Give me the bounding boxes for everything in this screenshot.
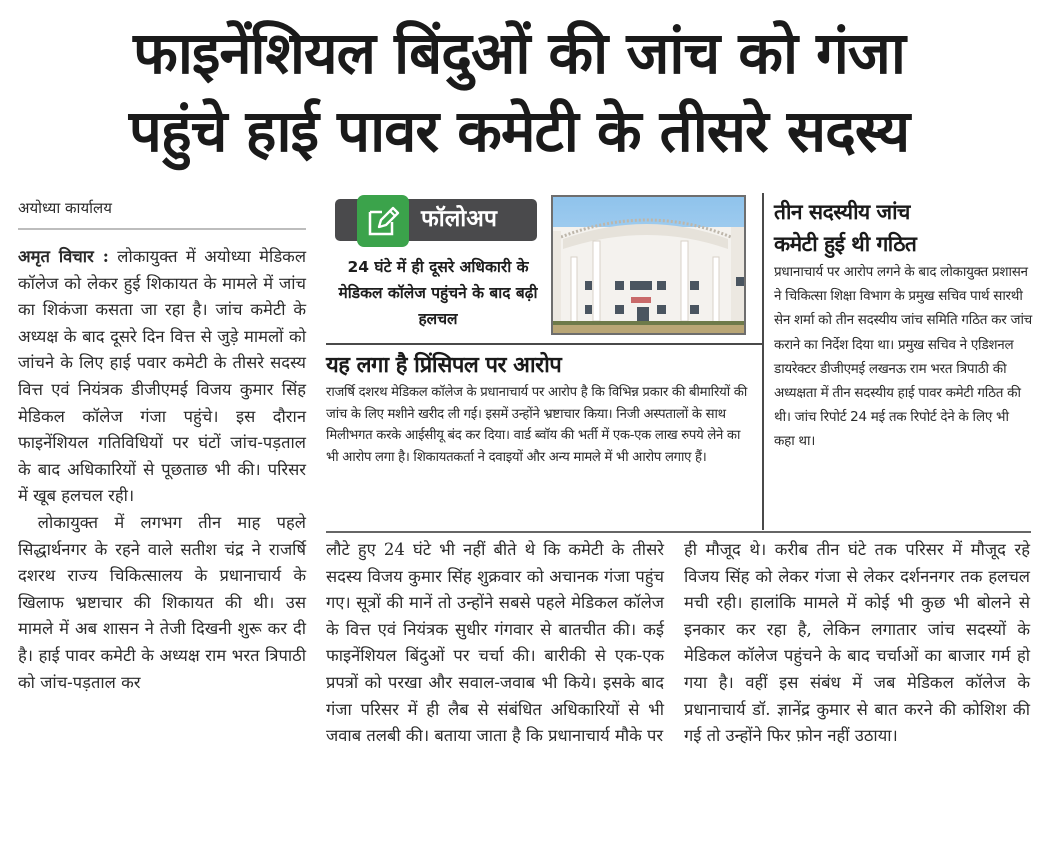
edit-pencil-icon-svg xyxy=(366,204,400,238)
followup-label: फॉलोअप xyxy=(421,206,497,232)
vertical-divider xyxy=(762,193,764,530)
allegation-text: राजर्षि दशरथ मेडिकल कॉलेज के प्रधानाचार्य पर आरोप है कि विभिन्न प्रकार की बीमारियों की जांच के लिए मशीने खरीद ली गई। इसमें उन्होंने भ्रष्टाचार किया। निजी अस्पतालों के साथ मिलीभगत करके आईसीयू बंद कर दिया। वार्ड ब्वॉय की भर्ती में एक-एक लाख रुपये लेने का भी आरोप लगा है। शिकायतकर्ता ने दवाइयों और अन्य मामले में भी आरोप लगाए हैं। xyxy=(326,385,748,465)
sidebar-text: प्रधानाचार्य पर आरोप लगने के बाद लोकायुक्त प्रशासन ने चिकित्सा शिक्षा विभाग के प्रमुख सचिव पार्थ सारथी सेन शर्मा को तीन सदस्यीय जांच समिति गठित कर जांच कराने का निर्देश दिया था। प्रमुख सचिव ने एडिशनल डायरेक्टर डीजीएमई लखनऊ राम भरत त्रिपाठी की अध्यक्षता में तीन सदस्यीय हाई पावर कमेटी गठित की थी। जांच रिपोर्ट 24 मई तक रिपोर्ट देने के लिए भी कहा था। xyxy=(774,264,1032,450)
left-column-body xyxy=(18,244,306,696)
allegation-box xyxy=(326,350,756,468)
middle-column-body: लौटे हुए 24 घंटे भी नहीं बीते थे कि कमेटी के तीसरे सदस्य विजय कुमार सिंह शुक्रवार को अचानक गंजा पहुंच गए। सूत्रों की मानें तो उन्होंने सबसे पहले मेडिकल कॉलेज के वित्त एवं नियंत्रक सुधीर गंगवार से बातचीत की। कई फाइनेंशियल बिंदुओं पर चर्चा की। बारीकी से एक-एक प्रपत्रों को परखा और सवाल-जवाब भी किये। इसके बाद गंजा परिसर में ही लैब से संबंधित अधिकारियों से भी जवाब तलबी की। बताया जाता है कि प्रधानाचार्य मौके पर xyxy=(326,540,664,746)
sidebar-title xyxy=(774,196,1032,260)
paragraph-1-text: लोकायुक्त में अयोध्या मेडिकल कॉलेज को लेकर हुई शिकायत के मामले में जांच का शिकंजा कसता जा रहा है। जांच कमेटी के अध्यक्ष के बाद दूसरे दिन वित्त से जुड़े मामलों को जांचने के लिए हाई पवार कमेटी के तीसरे सदस्य वित्त एवं नियंत्रक डीजीएमई विजय कुमार सिंह मेडिकल कॉलेज गंजा पहुंचे। इस दौरान फाइनेंशियल गतिविधियों पर घंटों जांच-पड़ताल के बाद अधिकारियों से पूछताछ भी की। परिसर में खूब हलचल रही। xyxy=(18,247,307,506)
horizontal-divider-top xyxy=(326,343,762,345)
headline-line-2: पहुंचे हाई पावर कमेटी के तीसरे सदस्य xyxy=(128,97,910,165)
headline-line-1: फाइनेंशियल बिंदुओं की जांच को गंजा xyxy=(133,19,905,87)
middle-column xyxy=(326,537,664,750)
horizontal-divider-bottom xyxy=(326,531,1031,533)
sidebar-title-line-1: तीन सदस्यीय जांच xyxy=(774,200,910,224)
committee-sidebar-box xyxy=(774,196,1032,454)
headline xyxy=(0,14,1038,170)
dateline: अमृत विचार : xyxy=(18,247,109,266)
edit-pencil-icon xyxy=(357,195,409,247)
allegation-title: यह लगा है प्रिंसिपल पर आरोप xyxy=(326,353,562,378)
right-column-body: ही मौजूद थे। करीब तीन घंटे तक परिसर में मौजूद रहे विजय सिंह को लेकर गंजा से लेकर दर्शननगर तक हलचल मची रही। हालांकि मामले में कोई भी कुछ भी बोलने से इनकार कर रहा है, लेकिन लगातार जांच सदस्यों के मेडिकल कॉलेज पहुंचने के बाद चर्चाओं का बाजार गर्म हो गया है। वहीं इस संबंध में जब मेडिकल कॉलेज के प्रधानाचार्य डॉ. ज्ञानेंद्र कुमार से बात करने की कोशिश की गई तो उन्होंने फिर फ़ोन नहीं उठाया। xyxy=(684,540,1030,746)
building-image xyxy=(553,197,746,335)
paragraph-1 xyxy=(18,244,306,510)
followup-subhead: 24 घंटे में ही दूसरे अधिकारी के मेडिकल कॉलेज पहुंचने के बाद बढ़ी हलचल xyxy=(338,258,538,328)
followup-badge xyxy=(335,195,537,243)
bureau-byline: अयोध्या कार्यालय xyxy=(18,196,306,230)
paragraph-2: लोकायुक्त में लगभग तीन माह पहले सिद्धार्थनगर के रहने वाले सतीश चंद्र ने राजर्षि दशरथ राज्य चिकित्सालय के प्रधानाचार्य के खिलाफ भ्रष्टाचार की शिकायत की थी। उस मामले में अब शासन ने तेजी दिखनी शुरू कर दी है। हाई पावर कमेटी के अध्यक्ष राम भरत त्रिपाठी को जांच-पड़ताल कर xyxy=(18,512,306,692)
medical-college-photo xyxy=(551,195,746,335)
sidebar-title-line-2: कमेटी हुई थी गठित xyxy=(774,232,917,256)
right-column xyxy=(684,537,1030,750)
left-column xyxy=(18,196,306,696)
